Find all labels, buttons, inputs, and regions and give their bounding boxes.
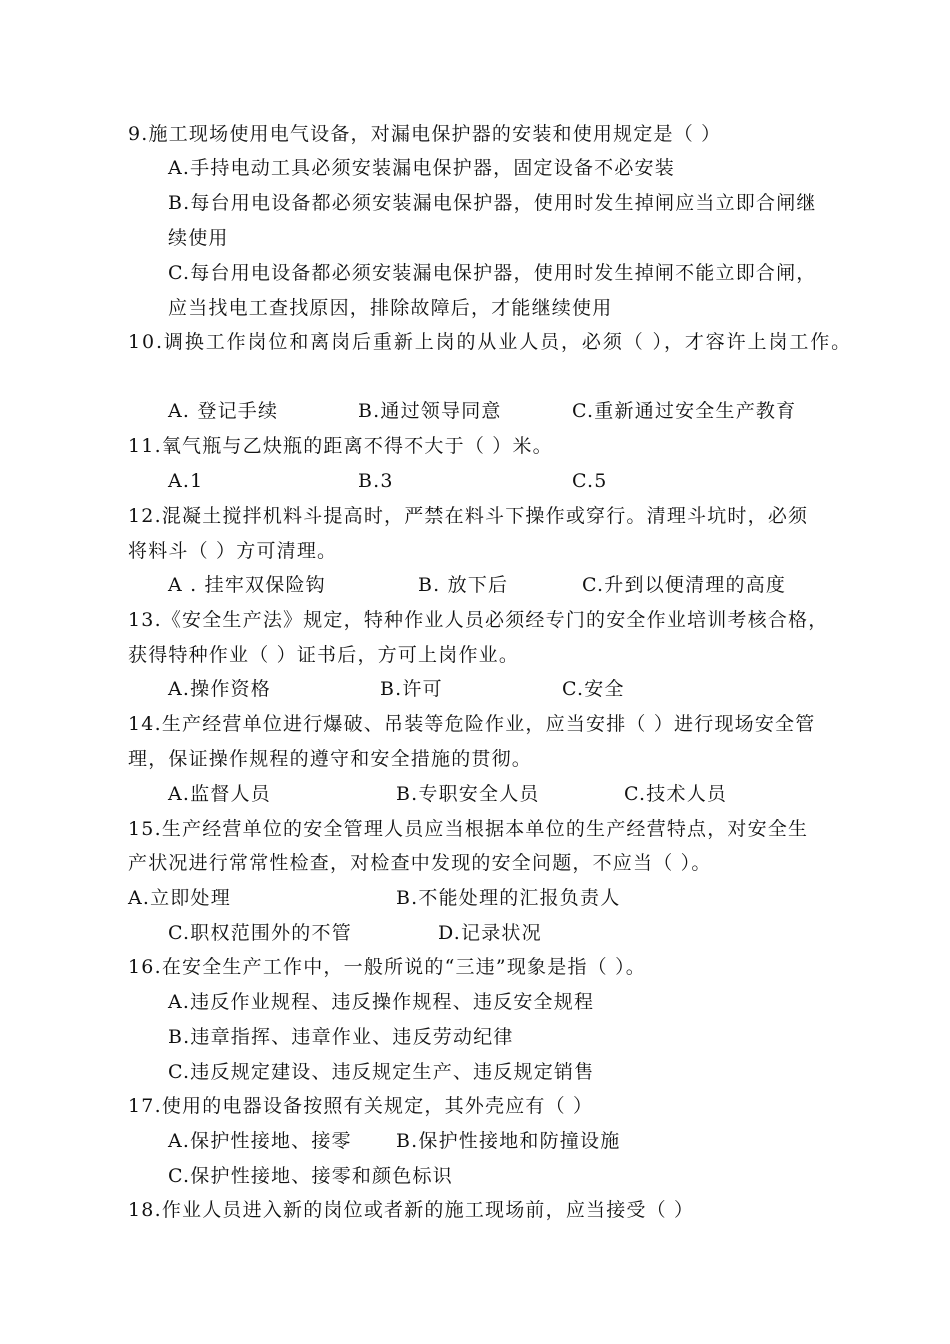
q17-option-a: A.保护性接地、接零 <box>168 1130 352 1152</box>
q14-option-c: C.技术人员 <box>624 783 728 805</box>
q14-option-b: B.专职安全人员 <box>396 783 540 805</box>
q9-option-c-line1: C.每台用电设备都必须安装漏电保护器，使用时发生掉闸不能立即合闸， <box>168 262 817 284</box>
q13-option-a: A.操作资格 <box>168 678 271 700</box>
q10-option-a: A. 登记手续 <box>168 400 279 422</box>
q14-stem-line2: 理，保证操作规程的遵守和安全措施的贯彻。 <box>128 748 533 770</box>
q10-option-b: B.通过领导同意 <box>358 400 502 422</box>
q12-option-c: C.升到以便清理的高度 <box>582 574 787 596</box>
q18-stem: 18.作业人员进入新的岗位或者新的施工现场前，应当接受（ ） <box>128 1199 695 1221</box>
q16-option-b: B.违章指挥、违章作业、违反劳动纪律 <box>168 1026 514 1048</box>
q11-option-c: C.5 <box>572 470 608 492</box>
q17-option-b: B.保护性接地和防撞设施 <box>396 1130 621 1152</box>
q12-option-b: B. 放下后 <box>418 574 509 596</box>
q14-stem-line1: 14.生产经营单位进行爆破、吊装等危险作业，应当安排（ ）进行现场安全管 <box>128 713 816 735</box>
q9-option-c-line2: 应当找电工查找原因，排除故障后，才能继续使用 <box>168 297 613 319</box>
q11-option-b: B.3 <box>358 470 394 492</box>
q13-option-b: B.许可 <box>380 678 443 700</box>
q10-stem: 10.调换工作岗位和离岗后重新上岗的从业人员，必须（ ），才容许上岗工作。 <box>128 331 853 353</box>
q13-option-c: C.安全 <box>562 678 625 700</box>
q10-option-c: C.重新通过安全生产教育 <box>572 400 797 422</box>
q15-option-c: C.职权范围外的不管 <box>168 922 352 944</box>
q15-option-a: A.立即处理 <box>128 887 231 909</box>
q16-option-c: C.违反规定建设、违反规定生产、违反规定销售 <box>168 1061 595 1083</box>
q9-stem: 9.施工现场使用电气设备，对漏电保护器的安装和使用规定是（ ） <box>128 123 722 145</box>
q15-stem-line1: 15.生产经营单位的安全管理人员应当根据本单位的生产经营特点，对安全生 <box>128 818 809 840</box>
q12-stem-line1: 12.混凝土搅拌机料斗提高时，严禁在料斗下操作或穿行。清理斗坑时，必须 <box>128 505 809 527</box>
q15-option-b: B.不能处理的汇报负责人 <box>396 887 621 909</box>
q9-option-b-line1: B.每台用电设备都必须安装漏电保护器，使用时发生掉闸应当立即合闸继 <box>168 192 817 214</box>
q15-option-d: D.记录状况 <box>438 922 542 944</box>
q16-option-a: A.违反作业规程、违反操作规程、违反安全规程 <box>168 991 595 1013</box>
q13-stem-line2: 获得特种作业（ ）证书后，方可上岗作业。 <box>128 644 520 666</box>
q11-stem: 11.氧气瓶与乙炔瓶的距离不得不大于（ ）米。 <box>128 435 553 457</box>
q9-option-a: A.手持电动工具必须安装漏电保护器，固定设备不必安装 <box>168 157 675 179</box>
q13-stem-line1: 13.《安全生产法》规定，特种作业人员必须经专门的安全作业培训考核合格， <box>128 609 829 631</box>
q16-stem: 16.在安全生产工作中，一般所说的“三违”现象是指（ ）。 <box>128 956 646 978</box>
q17-stem: 17.使用的电器设备按照有关规定，其外壳应有（ ） <box>128 1095 594 1117</box>
q12-option-a: A . 挂牢双保险钩 <box>168 574 326 596</box>
q12-stem-line2: 将料斗（ ）方可清理。 <box>128 540 338 562</box>
q17-option-c: C.保护性接地、接零和颜色标识 <box>168 1165 453 1187</box>
q14-option-a: A.监督人员 <box>168 783 271 805</box>
q11-option-a: A.1 <box>168 470 204 492</box>
q9-option-b-line2: 续使用 <box>168 227 229 249</box>
q15-stem-line2: 产状况进行常常性检查，对检查中发现的安全问题，不应当（ ）。 <box>128 852 712 874</box>
